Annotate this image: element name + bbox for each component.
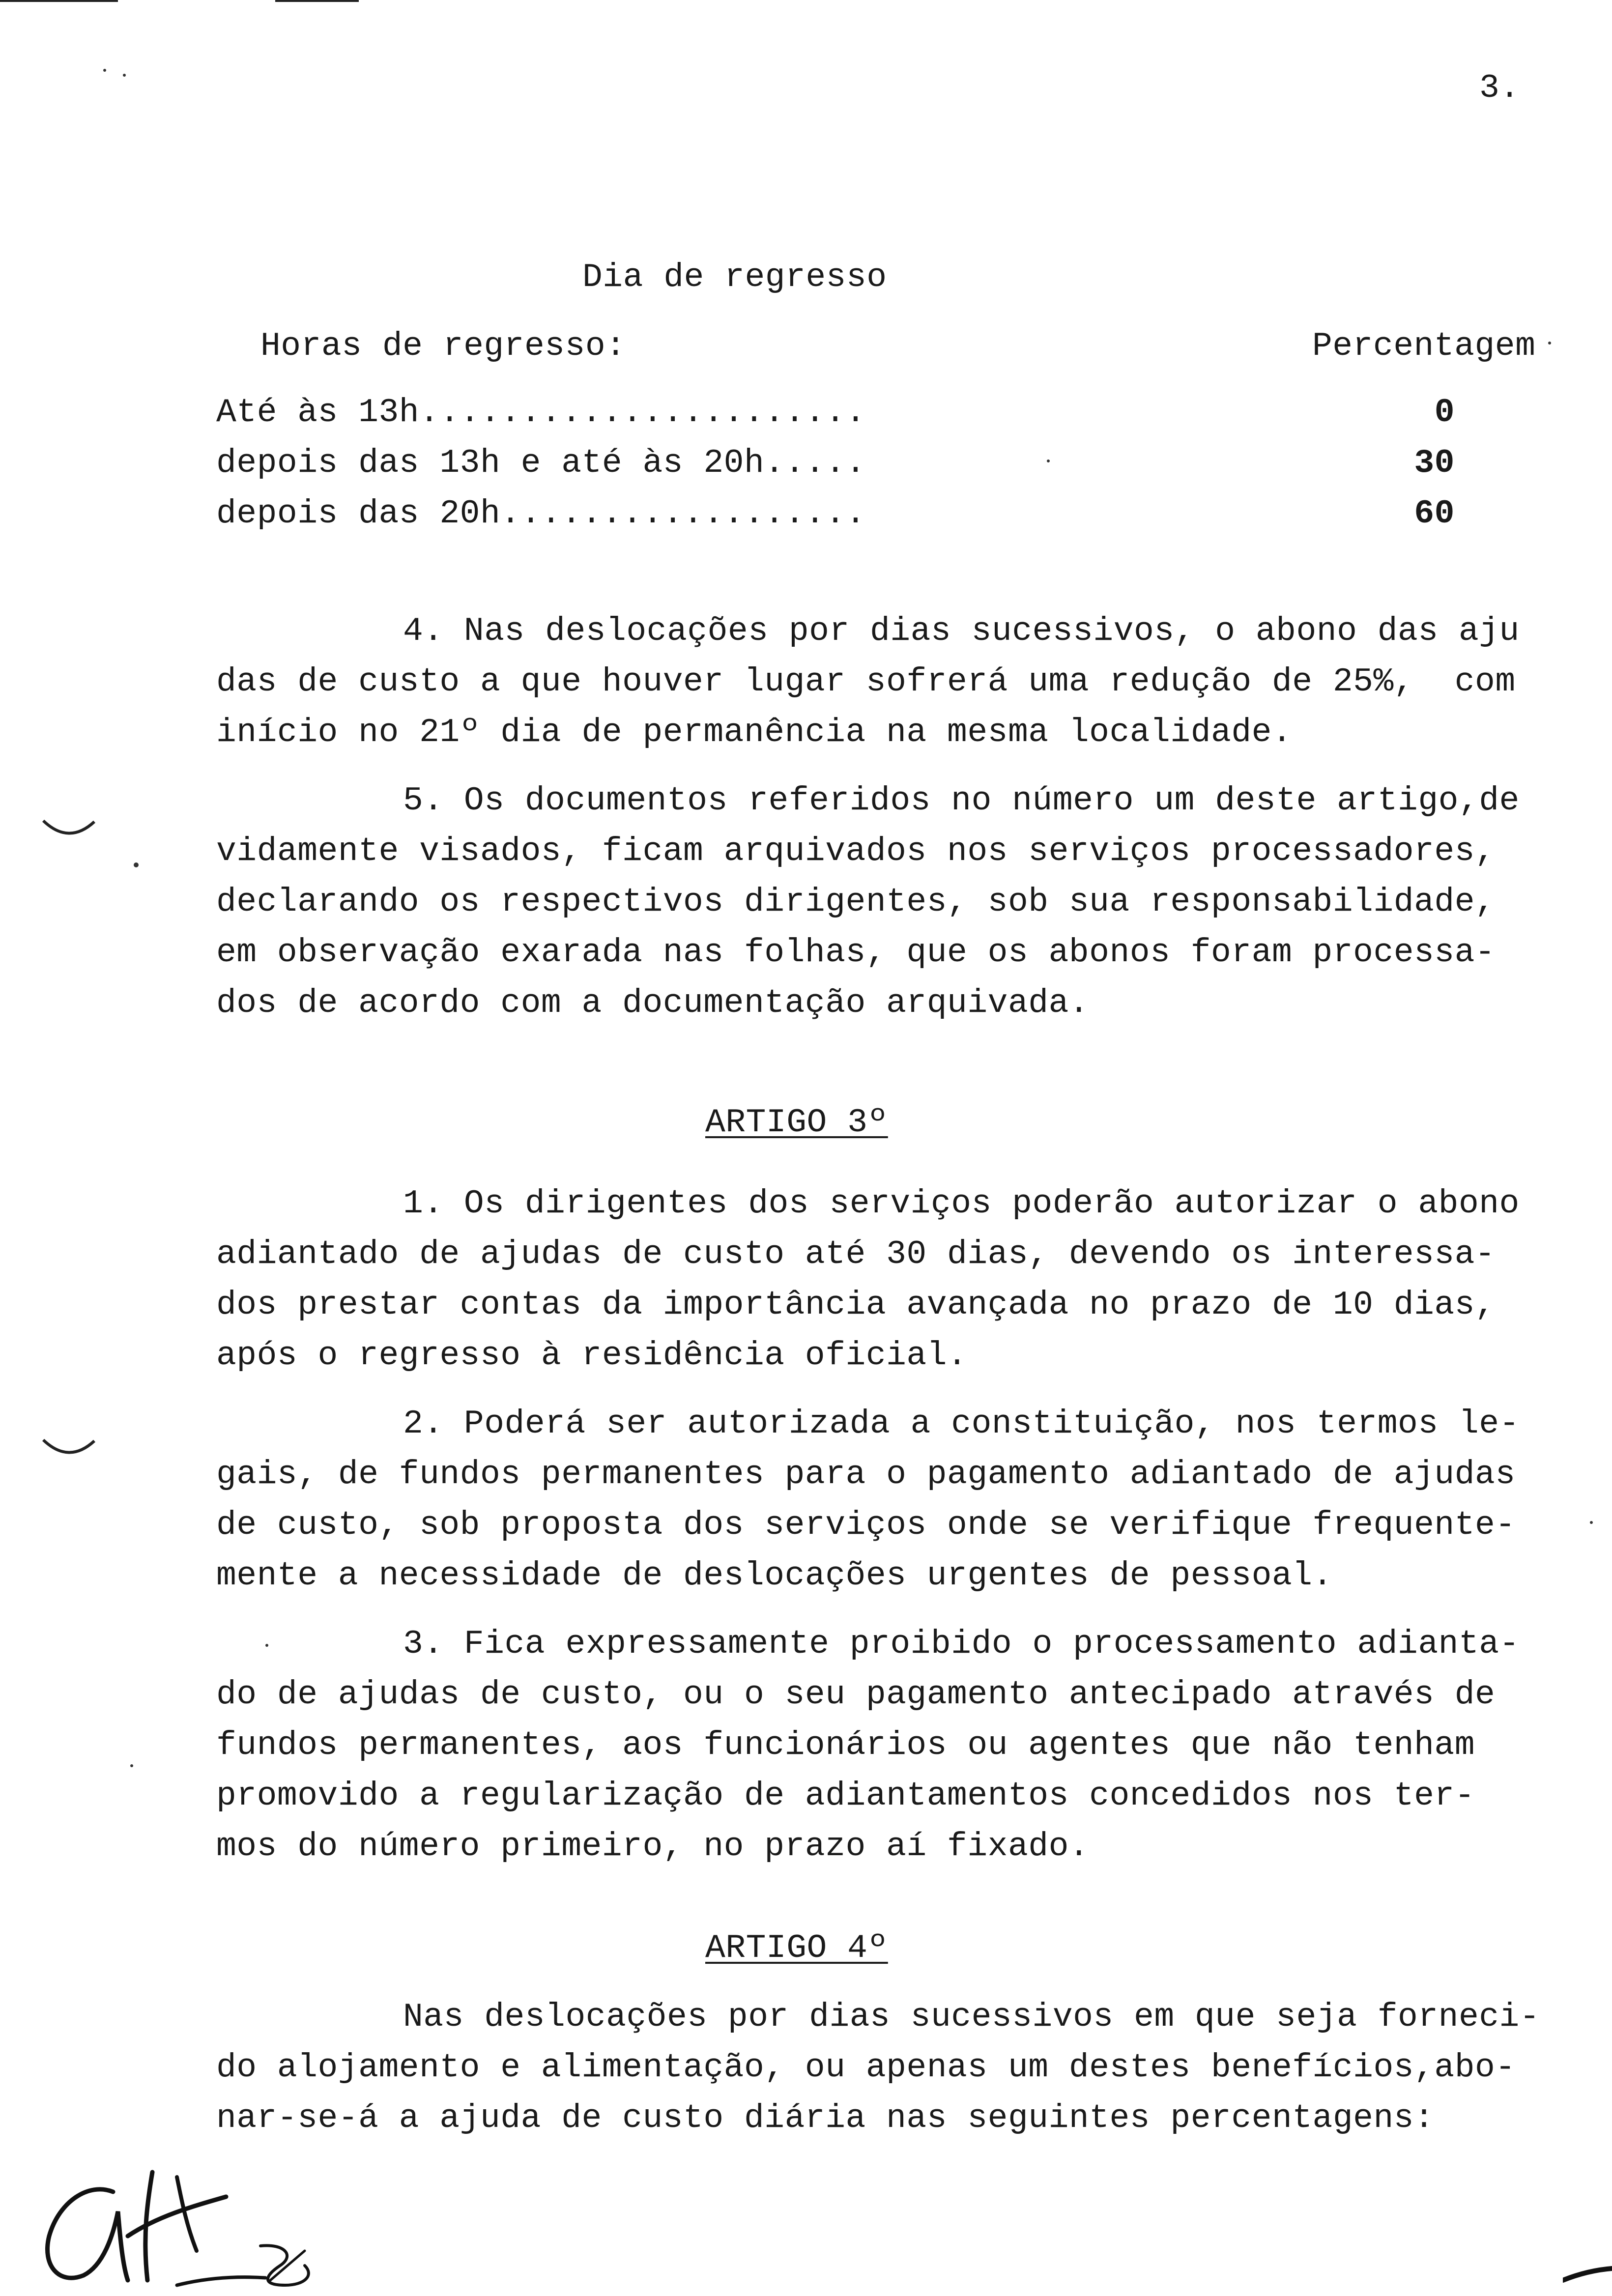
table-row-value: 30	[1414, 444, 1455, 482]
speck-mark	[123, 74, 126, 77]
artigo-3-p1-line: após o regresso à residência oficial.	[216, 1337, 968, 1375]
artigo-3-p2-line: mente a necessidade de deslocações urgentes de pessoal.	[216, 1557, 1333, 1595]
artigo-4-p1-line: Nas deslocações por dias sucessivos em que seja forneci-	[403, 1998, 1540, 2036]
table-title: Dia de regresso	[582, 258, 887, 296]
scan-edge-line	[0, 0, 118, 2]
paragraph-5-line: 5. Os documentos referidos no número um deste artigo,de	[403, 782, 1520, 820]
artigo-3-p3-line: 3. Fica expressamente proibido o processamento adianta-	[403, 1625, 1520, 1663]
page-number: 3.	[1479, 69, 1520, 107]
paragraph-5-line: dos de acordo com a documentação arquivada.	[216, 984, 1090, 1022]
artigo-3-p3-line: do de ajudas de custo, ou o seu pagamento antecipado através de	[216, 1676, 1496, 1714]
paragraph-5-line: vidamente visados, ficam arquivados nos serviços processadores,	[216, 832, 1496, 870]
paragraph-4-line: das de custo a que houver lugar sofrerá uma redução de 25%, com	[216, 663, 1516, 701]
paragraph-5-line: em observação exarada nas folhas, que os abonos foram processa-	[216, 934, 1496, 972]
table-col-left-header: Horas de regresso:	[260, 327, 626, 365]
artigo-4-p1-line: do alojamento e alimentação, ou apenas um destes benefícios,abo-	[216, 2049, 1516, 2087]
scan-edge-line	[275, 0, 359, 2]
artigo-3-p1-line: adiantado de ajudas de custo até 30 dias, devendo os interessa-	[216, 1235, 1496, 1273]
table-row-value: 60	[1414, 495, 1455, 533]
artigo-3-p1-line: dos prestar contas da importância avançada no prazo de 10 dias,	[216, 1286, 1496, 1324]
paragraph-4-line: início no 21º dia de permanência na mesma localidade.	[216, 714, 1293, 751]
speck-mark	[265, 1644, 268, 1647]
table-row-label: depois das 20h..................	[216, 495, 866, 533]
artigo-3-p2-line: 2. Poderá ser autorizada a constituição, nos termos le-	[403, 1405, 1520, 1443]
artigo-3-p3-line: fundos permanentes, aos funcionários ou agentes que não tenham	[216, 1726, 1475, 1764]
speck-mark	[103, 69, 106, 72]
paragraph-4-line: 4. Nas deslocações por dias sucessivos, o abono das aju	[403, 612, 1520, 650]
punch-hole-mark	[39, 1435, 98, 1464]
punch-hole-mark	[39, 816, 98, 845]
artigo-3-heading: ARTIGO 3º	[705, 1104, 888, 1142]
speck-mark	[1590, 1521, 1593, 1524]
table-row-label: depois das 13h e até às 20h.....	[216, 444, 866, 482]
table-col-right-header: Percentagem	[1312, 327, 1536, 365]
artigo-3-p3-line: mos do número primeiro, no prazo aí fixado.	[216, 1828, 1090, 1866]
signature-initials	[29, 2162, 334, 2296]
speck-mark	[130, 1764, 133, 1767]
table-row-value: 0	[1434, 394, 1455, 431]
speck-mark	[1548, 342, 1551, 344]
speck-mark	[134, 862, 139, 867]
artigo-3-p2-line: gais, de fundos permanentes para o pagamento adiantado de ajudas	[216, 1456, 1516, 1493]
speck-mark	[1047, 459, 1050, 462]
artigo-3-p1-line: 1. Os dirigentes dos serviços poderão autorizar o abono	[403, 1185, 1520, 1223]
artigo-3-p2-line: de custo, sob proposta dos serviços onde se verifique frequente-	[216, 1506, 1516, 1544]
table-row-label: Até às 13h......................	[216, 394, 866, 431]
paragraph-5-line: declarando os respectivos dirigentes, sob sua responsabilidade,	[216, 883, 1496, 921]
artigo-3-p3-line: promovido a regularização de adiantamentos concedidos nos ter-	[216, 1777, 1475, 1815]
scan-smudge-mark	[1563, 2266, 1612, 2285]
artigo-4-p1-line: nar-se-á a ajuda de custo diária nas seguintes percentagens:	[216, 2099, 1435, 2137]
artigo-4-heading: ARTIGO 4º	[705, 1929, 888, 1967]
